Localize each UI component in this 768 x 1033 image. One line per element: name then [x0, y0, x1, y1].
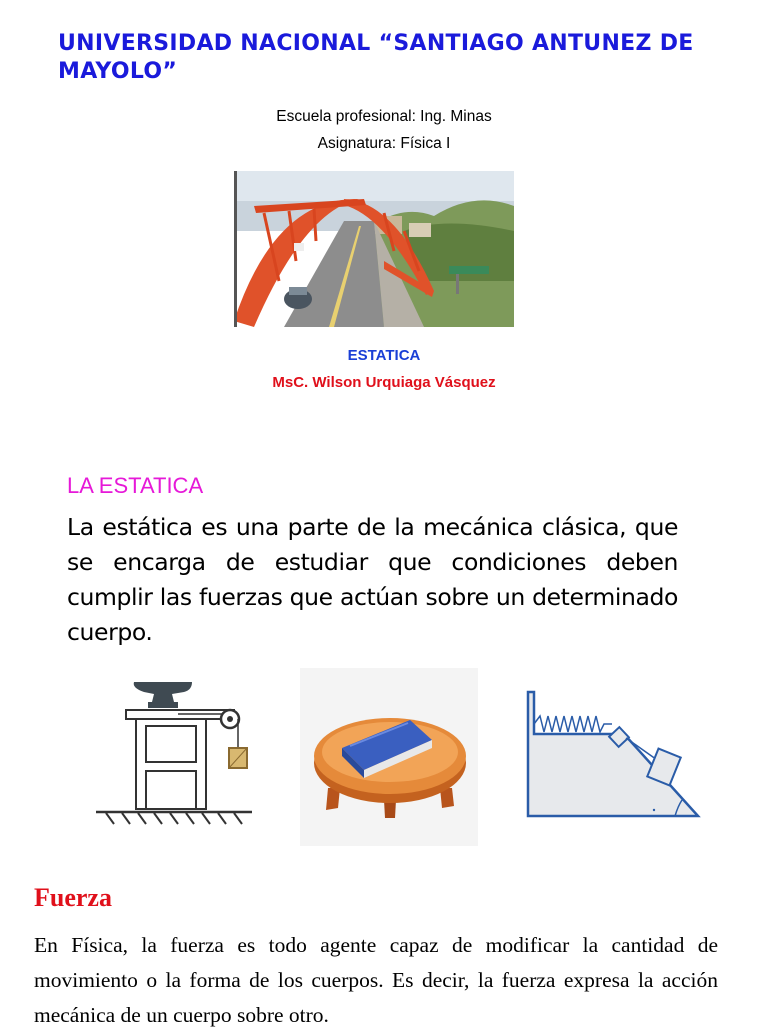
subject-line: Asignatura: Física I [317, 135, 451, 152]
school-line: Escuela profesional: Ing. Minas [276, 108, 492, 125]
fuerza-heading: Fuerza [34, 883, 112, 912]
university-title: UNIVERSIDAD NACIONAL “SANTIAGO ANTUNEZ DE MAYOLO” [58, 31, 694, 84]
anvil-stand-figure [92, 676, 257, 836]
section-body-text: La estática es una parte de la mecánica clásica, que se encarga de estudiar que condiciones deben cumplir las fuerzas que actúan sobre un determinado cuerpo. [67, 513, 678, 646]
bridge-photo [234, 171, 514, 327]
incline-spring-figure [520, 690, 705, 820]
section-heading: LA ESTATICA [67, 473, 204, 498]
author-name: MsC. Wilson Urquiaga Vásquez [272, 374, 496, 391]
book-on-table-figure [300, 668, 478, 846]
topic-title: ESTATICA [347, 347, 421, 364]
fuerza-body-text: En Física, la fuerza es todo agente capaz de modificar la cantidad de movimiento o la forma de los cuerpos. Es decir, la fuerza expresa la acción mecánica de un cuerpo sobre otro. [34, 933, 718, 1027]
